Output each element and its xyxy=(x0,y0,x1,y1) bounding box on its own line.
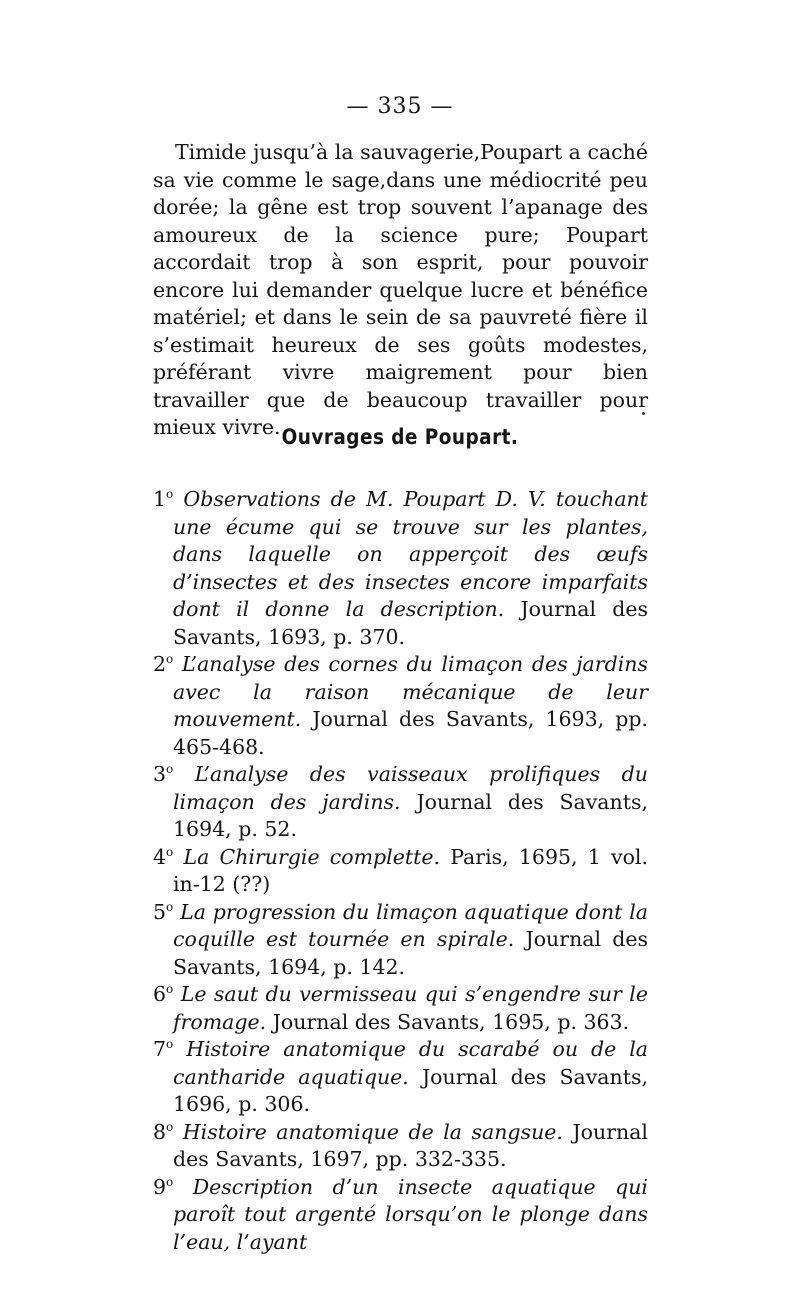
work-title: L’analyse des cornes du limaçon des jardins avec la raison mécanique de leur mouvement. xyxy=(173,652,648,731)
work-item xyxy=(153,1036,648,1119)
work-reference: Journal des Savants, 1696, p. 306. xyxy=(173,1064,648,1116)
works-list xyxy=(153,486,648,1256)
work-number: 7$^o$ xyxy=(153,1037,174,1061)
work-number: 1$^o$ xyxy=(153,487,174,511)
body-paragraph xyxy=(153,139,648,442)
work-title: La progression du limaçon aquatique dont la coquille est tournée en spirale. xyxy=(173,899,648,951)
work-number: 9$^o$ xyxy=(153,1174,174,1199)
work-title: Histoire anatomique du scarabé ou de la cantharide aquatique. xyxy=(173,1037,648,1089)
work-item xyxy=(153,899,648,982)
work-number: 2$^o$ xyxy=(153,652,174,676)
ink-speck xyxy=(642,412,645,415)
work-reference: Journal des Savants, 1695, p. 363. xyxy=(272,1009,630,1034)
paragraph-text: Timide jusqu’à la sauvagerie,Poupart a caché sa vie comme le sage,dans une médiocrité peu dorée; la gêne est trop souvent l’apanage des amoureux de la science pure; Poupart accordait trop à son esprit, pour pouvoir encore lui demander quelque lucre et bénéfice matériel; et dans le sein de sa pauvreté fière il s’estimait heureux de ses goûts modestes, préférant vivre maigrement pour bien travailler que de beaucoup travailler pour mieux vivre. xyxy=(153,140,648,439)
work-reference: Journal des Savants, 1697, pp. 332-335. xyxy=(173,1119,648,1171)
work-item xyxy=(153,1119,648,1174)
work-title: Le saut du vermisseau qui s’engendre sur le fromage. xyxy=(173,982,648,1034)
work-number: 3$^o$ xyxy=(153,762,174,786)
work-title: Observations de M. Poupart D. V. touchant une écume qui se trouve sur les plantes, dans laquelle on apperçoit des œufs d’insectes et des insectes encore imparfaits dont il donne la description. xyxy=(173,487,648,621)
work-title: La Chirurgie complette. xyxy=(183,844,440,869)
section-heading: Ouvrages de Poupart. xyxy=(281,425,519,449)
work-number: 4$^o$ xyxy=(153,844,174,869)
work-item xyxy=(153,981,648,1036)
work-item xyxy=(153,651,648,761)
work-reference: Journal des Savants, 1693, p. 370. xyxy=(173,597,648,649)
work-number: 8$^o$ xyxy=(153,1119,174,1144)
work-title: Description d’un insecte aquatique qui paroît tout argenté lorsqu’on le plonge dans l’eau, l’ayant xyxy=(173,1174,648,1254)
work-item xyxy=(153,1174,648,1257)
work-reference: Journal des Savants, 1694, p. 142. xyxy=(173,927,648,979)
work-number: 5$^o$ xyxy=(153,899,174,924)
work-number: 6$^o$ xyxy=(153,982,174,1006)
work-reference: Paris, 1695, 1 vol. in-12 (??) xyxy=(173,844,648,896)
work-item xyxy=(153,761,648,844)
work-item xyxy=(153,486,648,651)
work-reference: Journal des Savants, 1693, pp. 465-468. xyxy=(173,707,648,759)
work-item xyxy=(153,844,648,899)
page-number: — 335 — xyxy=(346,94,454,119)
work-title: Histoire anatomique de la sangsue. xyxy=(182,1119,563,1144)
work-reference: Journal des Savants, 1694, p. 52. xyxy=(173,789,648,841)
work-title: L’analyse des vaisseaux prolifiques du limaçon des jardins. xyxy=(173,762,648,814)
